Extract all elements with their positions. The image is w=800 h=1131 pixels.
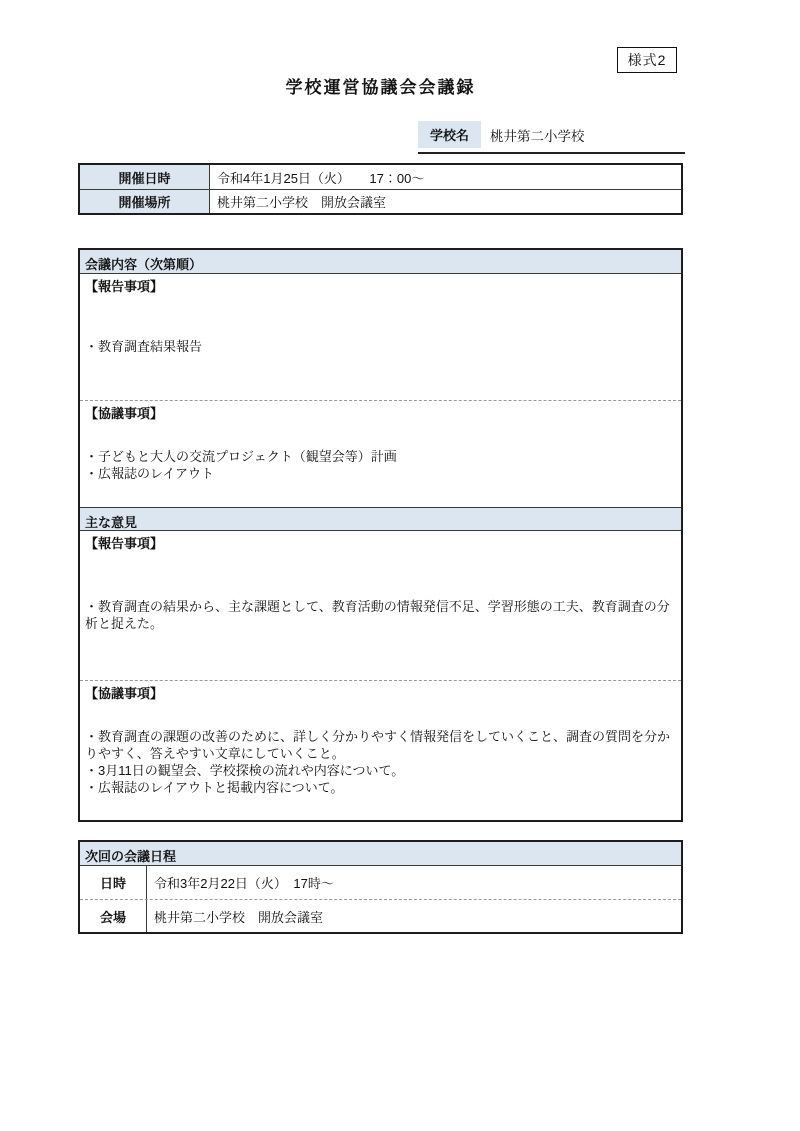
report-heading: 【報告事項】 <box>85 279 164 294</box>
page-title: 学校運営協議会会議録 <box>285 78 476 97</box>
agenda-section-header: 会議内容（次第順） <box>80 250 681 274</box>
report-heading: 【報告事項】 <box>85 536 164 551</box>
list-item: ・教育調査結果報告 <box>85 339 203 354</box>
opinions-discussion-cell <box>80 680 681 820</box>
list-item: ・広報誌のレイアウト <box>85 466 214 481</box>
agenda-opinions-table <box>78 248 683 822</box>
next-place-label: 会場 <box>80 900 147 932</box>
table-row <box>80 866 681 899</box>
next-meeting-header: 次回の会議日程 <box>80 842 681 866</box>
discussion-heading: 【協議事項】 <box>85 686 164 701</box>
table-row <box>80 189 681 213</box>
meeting-datetime-value: 令和4年1月25日（火） 17：00～ <box>217 170 425 186</box>
meeting-info-table <box>78 163 683 215</box>
list-item: ・教育調査の課題の改善のために、詳しく分かりやすく情報発信をしていくこと、調査の質問を分かりやすく、答えやすい文章にしていくこと。 <box>85 729 671 761</box>
school-name-label: 学校名 <box>418 121 481 148</box>
meeting-datetime-label: 開催日時 <box>80 165 210 189</box>
agenda-discussion-cell <box>80 400 681 507</box>
school-name-row <box>418 120 685 154</box>
meeting-place-label: 開催場所 <box>80 190 210 213</box>
meeting-place-value: 桃井第二小学校 開放会議室 <box>217 195 387 210</box>
next-datetime-label: 日時 <box>80 866 147 899</box>
next-place-value: 桃井第二小学校 開放会議室 <box>154 909 324 925</box>
list-item: ・子どもと大人の交流プロジェクト（観望会等）計画 <box>85 449 397 464</box>
table-row <box>80 165 681 189</box>
school-name-value: 桃井第二小学校 <box>490 128 585 144</box>
discussion-heading: 【協議事項】 <box>85 406 164 421</box>
list-item: ・広報誌のレイアウトと掲載内容について。 <box>85 780 344 795</box>
list-item: ・教育調査の結果から、主な課題として、教育活動の情報発信不足、学習形態の工夫、教育調査の分析と捉えた。 <box>85 599 670 631</box>
opinions-report-cell <box>80 531 681 680</box>
agenda-report-cell <box>80 274 681 400</box>
form-style-tag: 様式2 <box>617 47 677 73</box>
list-item: ・3月11日の観望会、学校探検の流れや内容について。 <box>85 763 405 778</box>
table-row <box>80 899 681 932</box>
next-datetime-value: 令和3年2月22日（火） 17時～ <box>154 876 334 891</box>
opinions-section-header: 主な意見 <box>80 507 681 531</box>
next-meeting-table <box>78 840 683 934</box>
